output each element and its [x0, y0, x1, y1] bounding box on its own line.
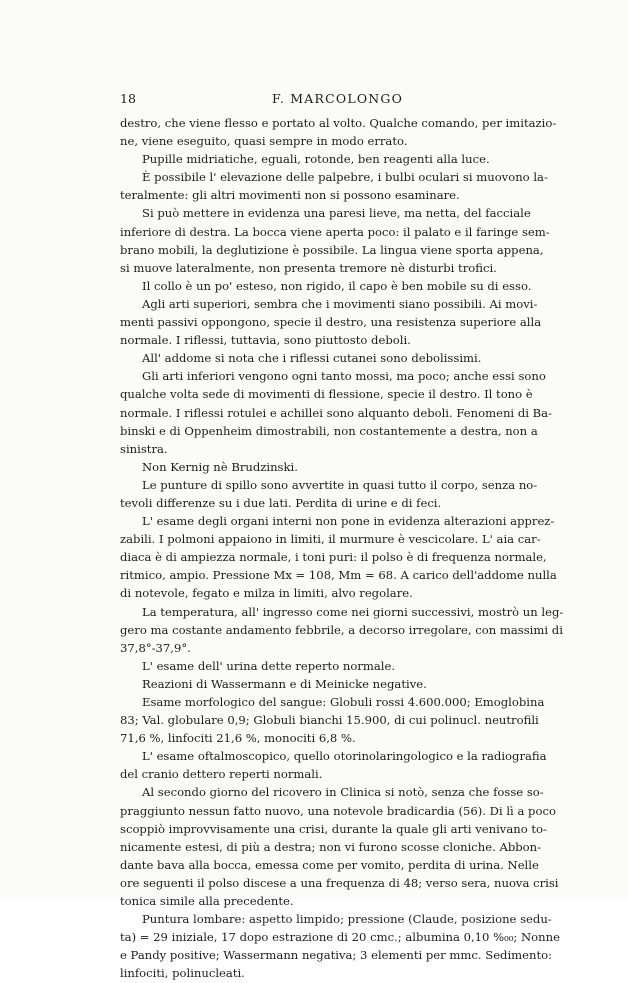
text-line: dante bava alla bocca, emessa come per vomito, perdita di urina. Nelle [120, 857, 539, 872]
body-text [120, 114, 564, 983]
text-line: destro, che viene flesso e portato al volto. Qualche comando, per imitazio- [120, 116, 557, 130]
text-line: Al secondo giorno del ricovero in Clinica si notò, senza che fosse so- [142, 785, 544, 800]
text-line: Si può mettere in evidenza una paresi lieve, ma netta, del facciale [142, 206, 531, 221]
text-line: linfociti, polinucleati. [120, 966, 245, 981]
text-line: L' esame oftalmoscopico, quello otorinolaringologico e la radiografia [142, 749, 547, 764]
text-line: qualche volta sede di movimenti di flessione, specie il destro. Il tono è [120, 387, 533, 402]
text-line: 83; Val. globulare 0,9; Globuli bianchi 15.900, di cui polinucl. neutrofili [120, 713, 539, 728]
page-header [120, 91, 520, 111]
text-line: ne, viene eseguito, quasi sempre in modo errato. [120, 134, 408, 149]
text-line: L' esame degli organi interni non pone in evidenza alterazioni apprez- [142, 514, 555, 529]
text-line: Esame morfologico del sangue: Globuli rossi 4.600.000; Emoglobina [142, 695, 545, 709]
text-line: Gli arti inferiori vengono ogni tanto mossi, ma poco; anche essi sono [142, 369, 546, 384]
text-line: menti passivi oppongono, specie il destro, una resistenza superiore alla [120, 315, 542, 330]
text-line: binski e di Oppenheim dimostrabili, non costantemente a destra, non a [120, 423, 538, 438]
text-line: Non Kernig nè Brudzinski. [142, 459, 298, 474]
text-line: del cranio dettero reperti normali. [120, 767, 323, 782]
text-line: Agli arti superiori, sembra che i movimenti siano possibili. Ai movi- [142, 296, 538, 311]
text-line: È possibile l' elevazione delle palpebre, i bulbi oculari si muovono la- [142, 170, 548, 185]
text-line: si muove lateralmente, non presenta tremore nè disturbi trofici. [120, 260, 497, 275]
text-line: di notevole, fegato e milza in limiti, alvo regolare. [120, 586, 413, 601]
text-line: inferiore di destra. La bocca viene aperta poco: il palato e il faringe sem- [120, 224, 550, 239]
text-line: tonica simile alla precedente. [120, 894, 294, 909]
text-line: L' esame dell' urina dette reperto normale. [142, 658, 396, 673]
text-line: praggiunto nessun fatto nuovo, una notevole bradicardia (56). Di lì a poco [120, 803, 556, 818]
text-line: normale. I riflessi, tuttavia, sono piuttosto deboli. [120, 333, 411, 348]
text-line: sinistra. [120, 441, 168, 456]
text-line: ritmico, ampio. Pressione Mx = 108, Mm = 68. A carico dell'addome nulla [120, 568, 557, 583]
text-line: Il collo è un po' esteso, non rigido, il capo è ben mobile su di esso. [142, 278, 532, 293]
text-line: La temperatura, all' ingresso come nei giorni successivi, mostrò un leg- [142, 604, 564, 619]
text-line: tevoli differenze su i due lati. Perdita di urine e di feci. [120, 495, 442, 510]
text-line: nicamente estesi, di più a destra; non vi furono scosse cloniche. Abbon- [120, 839, 542, 854]
text-line: brano mobili, la deglutizione è possibile. La lingua viene sporta appena, [120, 242, 544, 257]
text-line: e Pandy positive; Wassermann negativa; 3 elementi per mmc. Sedimento: [120, 948, 553, 963]
page-number: 18 [120, 91, 136, 106]
text-line: All' addome si nota che i riflessi cutanei sono debolissimi. [142, 351, 482, 366]
text-line: 37,8°-37,9°. [120, 640, 191, 655]
text-line: gero ma costante andamento febbrile, a decorso irregolare, con massimi di [120, 622, 563, 637]
text-line: ta) = 29 iniziale, 17 dopo estrazione di 20 cmc.; albumina 0,10 %₀₀; Nonne [120, 930, 560, 945]
text-line: 71,6 %, linfociti 21,6 %, monociti 6,8 %. [120, 731, 356, 746]
text-line: ore seguenti il polso discese a una frequenza di 48; verso sera, nuova crisi [120, 875, 559, 890]
text-line: Reazioni di Wassermann e di Meinicke negative. [142, 676, 427, 691]
text-line: Puntura lombare: aspetto limpido; pressione (Claude, posizione sedu- [142, 912, 552, 927]
text-line: teralmente: gli altri movimenti non si possono esaminare. [120, 188, 460, 203]
text-line: diaca è di ampiezza normale, i toni puri: il polso è di frequenza normale, [120, 550, 547, 565]
text-line: Pupille midriatiche, eguali, rotonde, ben reagenti alla luce. [142, 152, 490, 167]
text-line: scoppiò improvvisamente una crisi, durante la quale gli arti venivano to- [120, 821, 547, 836]
text-line: Le punture di spillo sono avvertite in quasi tutto il corpo, senza no- [142, 477, 538, 492]
text-line: normale. I riflessi rotulei e achillei sono alquanto deboli. Fenomeni di Ba- [120, 405, 552, 420]
running-head-author: F. MARCOLONGO [272, 91, 404, 106]
text-line: zabili. I polmoni appaiono in limiti, il murmure è vescicolare. L' aia car- [120, 532, 541, 547]
